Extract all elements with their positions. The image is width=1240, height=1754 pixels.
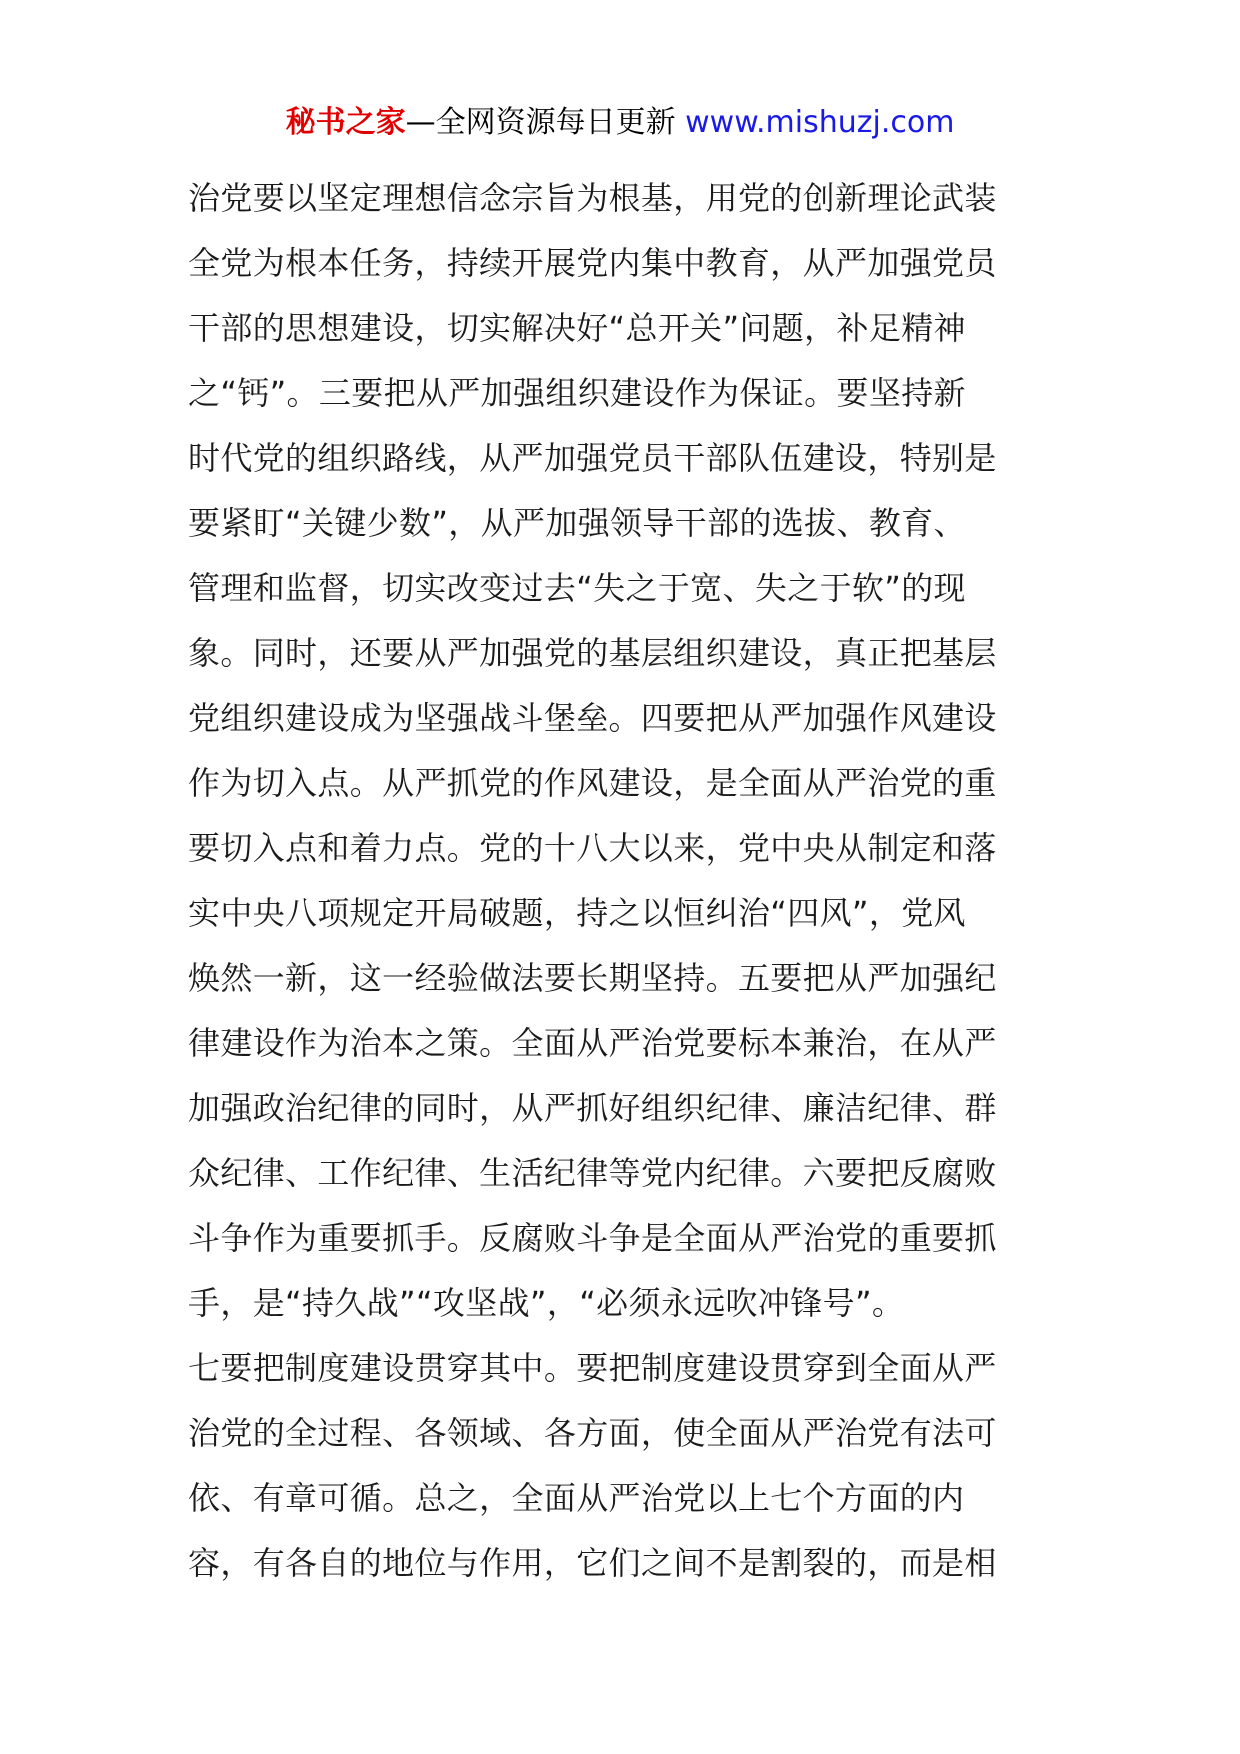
document-body: [188, 166, 1058, 1596]
text-line: 七要把制度建设贯穿其中。要把制度建设贯穿到全面从严: [188, 1349, 997, 1387]
text-line: 律建设作为治本之策。全面从严治党要标本兼治，在从严: [188, 1024, 997, 1062]
text-line: 焕然一新，这一经验做法要长期坚持。五要把从严加强纪: [188, 959, 997, 997]
text-line: 要切入点和着力点。党的十八大以来，党中央从制定和落: [188, 829, 997, 867]
text-line: 治党的全过程、各领域、各方面，使全面从严治党有法可: [188, 1414, 997, 1452]
text-line: 管理和监督，切实改变过去“失之于宽、失之于软”的现: [188, 569, 966, 607]
text-line: 象。同时，还要从严加强党的基层组织建设，真正把基层: [188, 634, 997, 672]
text-line: 众纪律、工作纪律、生活纪律等党内纪律。六要把反腐败: [188, 1154, 997, 1192]
text-line: 党组织建设成为坚强战斗堡垒。四要把从严加强作风建设: [188, 699, 997, 737]
header-slogan: —全网资源每日更新: [405, 105, 676, 140]
text-line: 治党要以坚定理想信念宗旨为根基，用党的创新理论武装: [188, 179, 997, 217]
site-url-link[interactable]: www.mishuzj.com: [685, 105, 955, 140]
text-line: 实中央八项规定开局破题，持之以恒纠治“四风”，党风: [188, 894, 966, 932]
text-line: 全党为根本任务，持续开展党内集中教育，从严加强党员: [188, 244, 997, 282]
brand-name: 秘书之家: [285, 105, 406, 140]
text-line: 斗争作为重要抓手。反腐败斗争是全面从严治党的重要抓: [188, 1219, 997, 1257]
text-line: 手，是“持久战”“攻坚战”，“必须永远吹冲锋号”。: [188, 1284, 905, 1322]
text-line: 容，有各自的地位与作用，它们之间不是割裂的，而是相: [188, 1544, 997, 1582]
text-line: 要紧盯“关键少数”，从严加强领导干部的选拔、教育、: [188, 504, 966, 542]
page-header: [0, 101, 1240, 145]
text-line: 之“钙”。三要把从严加强组织建设作为保证。要坚持新: [188, 374, 966, 412]
text-line: 干部的思想建设，切实解决好“总开关”问题，补足精神: [188, 309, 966, 347]
text-line: 时代党的组织路线，从严加强党员干部队伍建设，特别是: [188, 439, 997, 477]
text-line: 依、有章可循。总之，全面从严治党以上七个方面的内: [188, 1479, 965, 1517]
text-line: 作为切入点。从严抓党的作风建设，是全面从严治党的重: [188, 764, 997, 802]
text-line: 加强政治纪律的同时，从严抓好组织纪律、廉洁纪律、群: [188, 1089, 997, 1127]
